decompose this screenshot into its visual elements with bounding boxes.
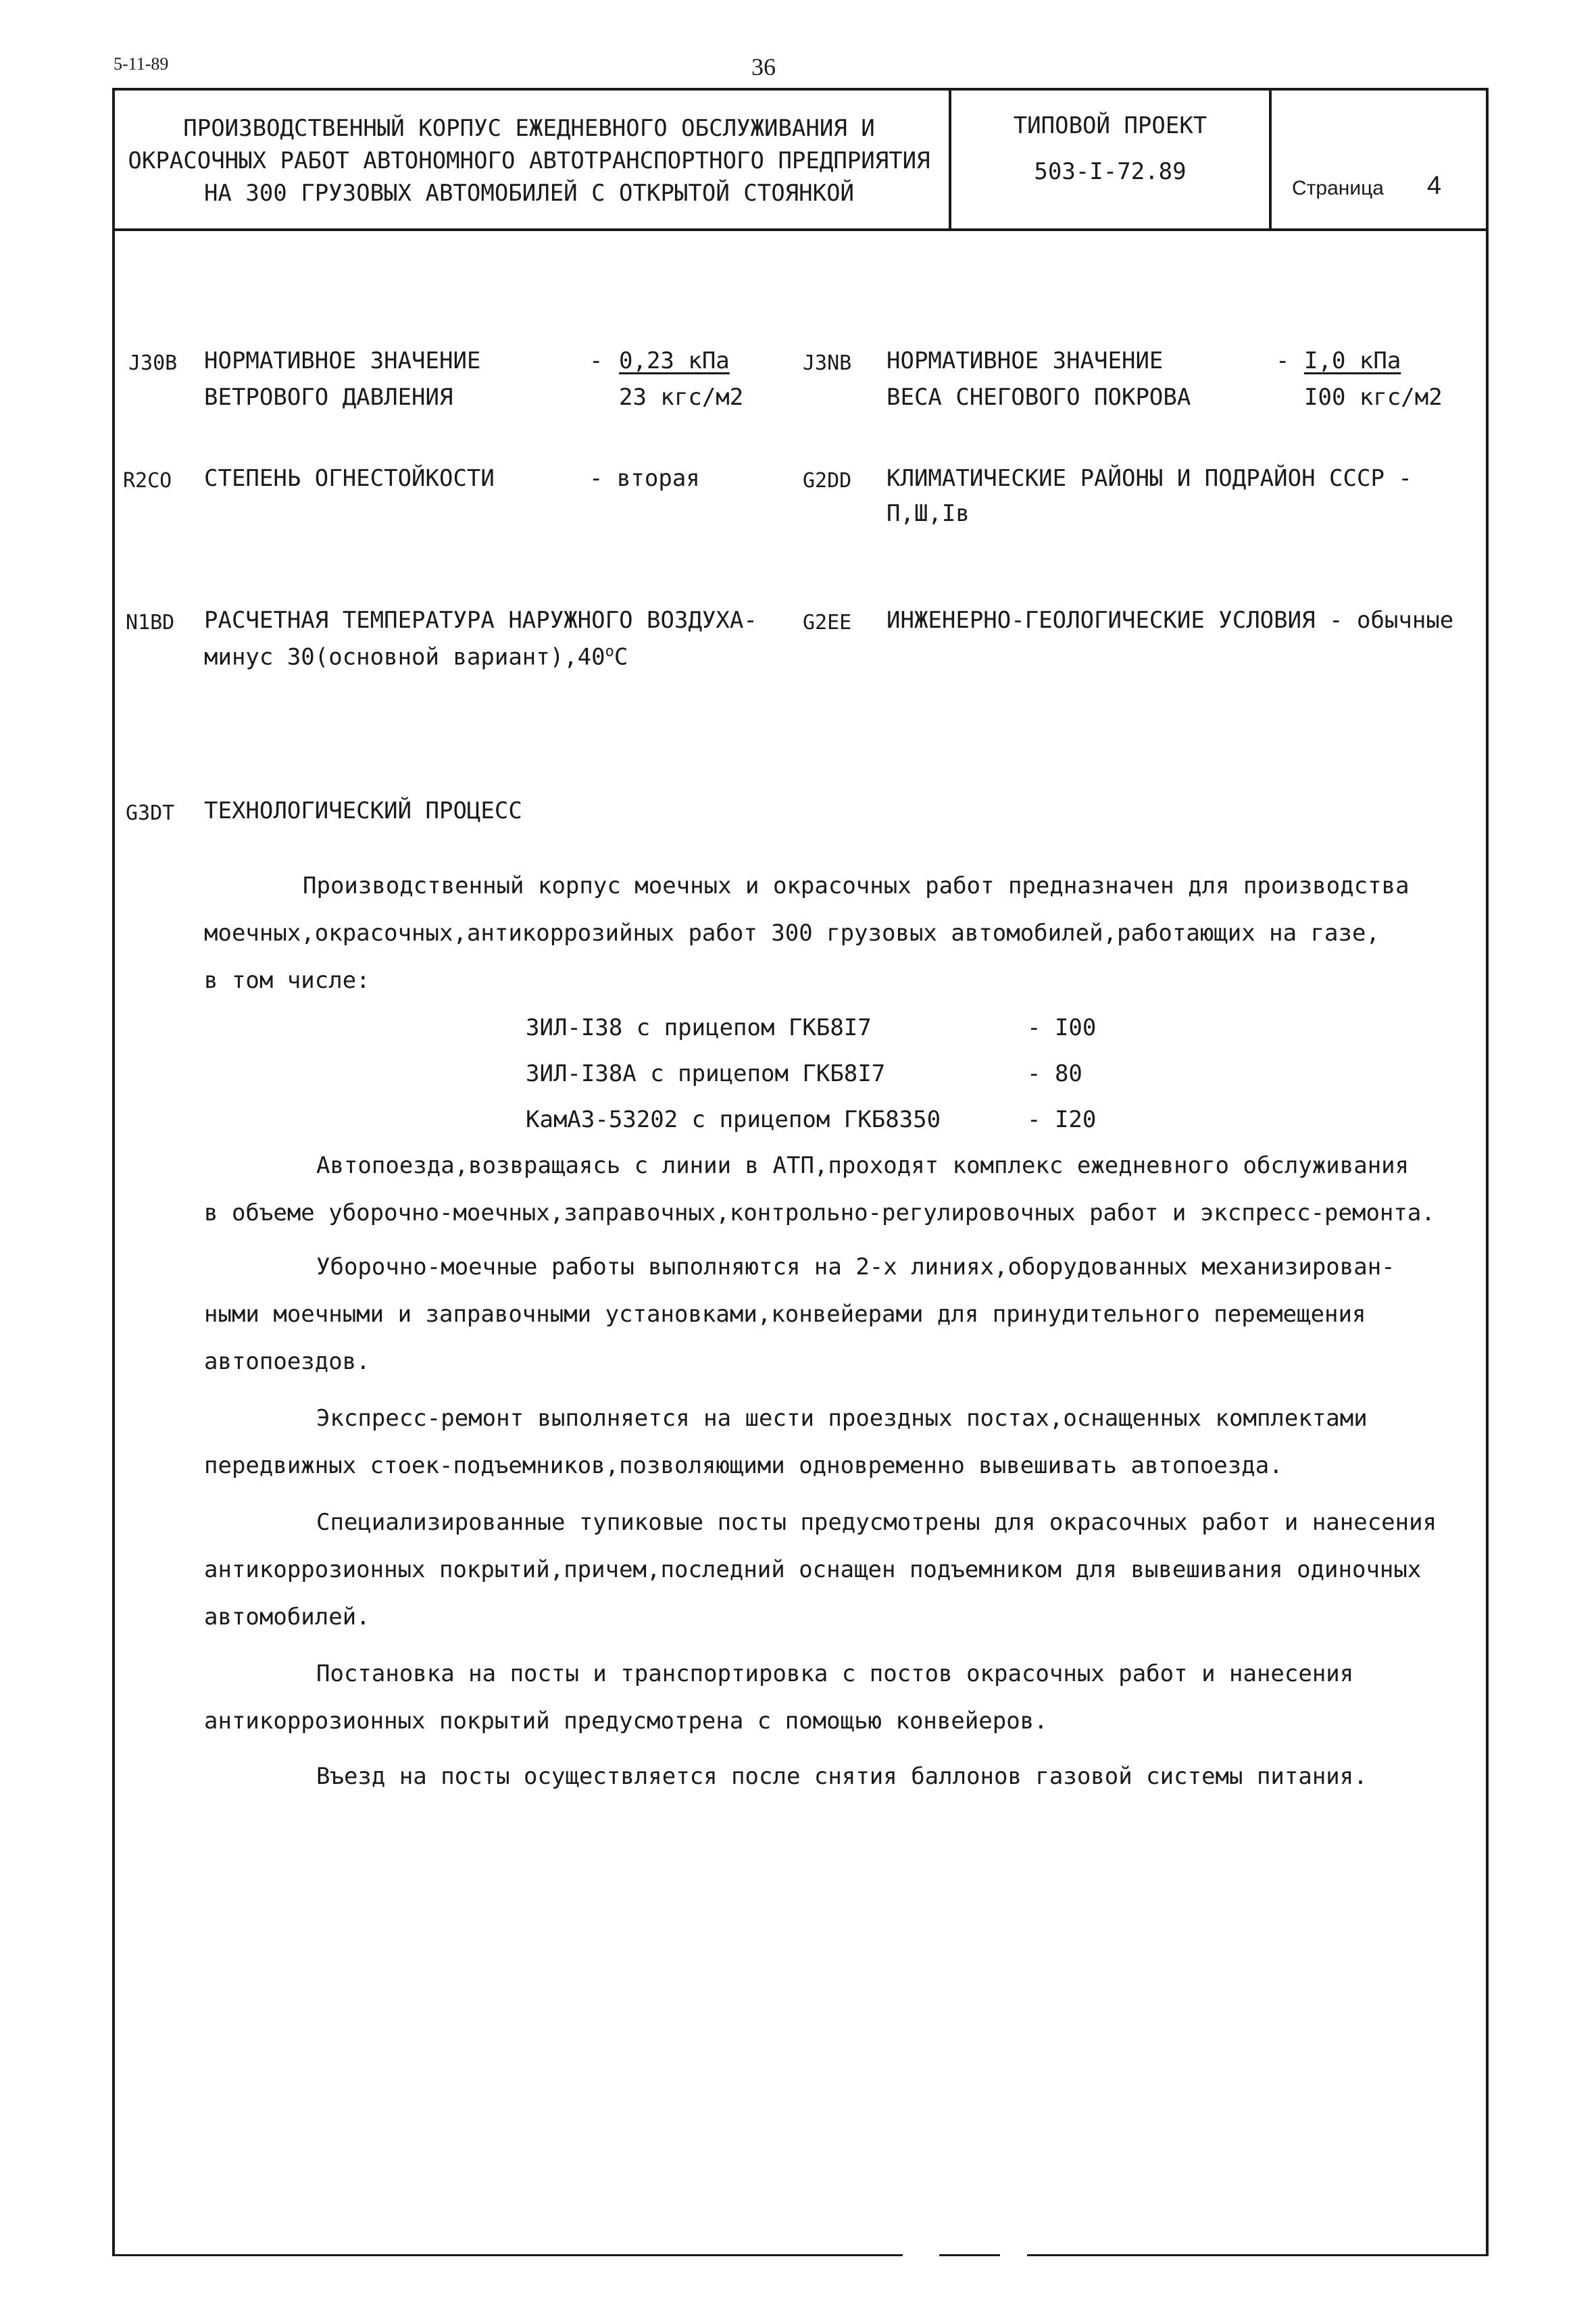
vehicle-name: КамАЗ-53202 с прицепом ГКБ8350 xyxy=(526,1106,941,1133)
snow-value-kpa: I,0 кПа xyxy=(1304,347,1401,374)
page-label: Страница xyxy=(1292,177,1384,199)
wind-label-2: ВЕТРОВОГО ДАВЛЕНИЯ xyxy=(204,384,453,411)
degree-mark: о xyxy=(605,643,614,660)
snow-dash: - xyxy=(1276,347,1290,374)
fire-label: СТЕПЕНЬ ОГНЕСТОЙКОСТИ xyxy=(204,465,495,492)
corner-code: 5-11-89 xyxy=(114,54,169,74)
paragraph-line: в объеме уборочно-моечных,заправочных,контрольно-регулировочных работ и экспресс-ремонта. xyxy=(204,1199,1435,1226)
paragraph-line: Специализированные тупиковые посты предусмотрены для окрасочных работ и нанесения xyxy=(316,1509,1437,1536)
sheet-number: 36 xyxy=(751,53,776,80)
snow-label-1: НОРМАТИВНОЕ ЗНАЧЕНИЕ xyxy=(887,347,1164,374)
wind-dash: - xyxy=(589,347,603,374)
geo-label: ИНЖЕНЕРНО-ГЕОЛОГИЧЕСКИЕ УСЛОВИЯ - обычные xyxy=(887,607,1454,634)
paragraph-line: автомобилей. xyxy=(204,1603,370,1631)
frame-bottom-line xyxy=(939,2254,1000,2256)
fire-value: - вторая xyxy=(589,465,700,492)
page-value: 4 xyxy=(1427,172,1442,200)
temp-unit: С xyxy=(614,643,628,671)
vehicle-count: - I20 xyxy=(1027,1106,1097,1133)
paragraph-line: в том числе: xyxy=(204,967,370,994)
paragraph-line: Экспресс-ремонт выполняется на шести проездных постах,оснащенных комплектами xyxy=(316,1405,1368,1432)
header-column-divider xyxy=(1269,88,1272,230)
frame-bottom-line xyxy=(1027,2254,1489,2256)
header-divider xyxy=(112,228,1489,231)
paragraph-line: Производственный корпус моечных и окрасочных работ предназначен для производства xyxy=(303,872,1410,899)
vehicle-name: ЗИЛ-I38А с прицепом ГКБ8I7 xyxy=(526,1060,886,1087)
vehicle-count: - 80 xyxy=(1027,1060,1082,1087)
paragraph-line: антикоррозионных покрытий предусмотрена с помощью конвейеров. xyxy=(204,1708,1048,1735)
wind-value-kgs: 23 кгс/м2 xyxy=(619,384,744,411)
project-number: 503-I-72.89 xyxy=(1034,158,1187,185)
paragraph-line: Автопоезда,возвращаясь с линии в АТП,проходят комплекс ежедневного обслуживания xyxy=(316,1152,1410,1179)
paragraph-line: Уборочно-моечные работы выполняются на 2-х линиях,оборудованных механизирован- xyxy=(316,1253,1395,1280)
snow-value-kgs: I00 кгс/м2 xyxy=(1304,384,1443,411)
temp-label-2 xyxy=(204,643,628,670)
section-heading: ТЕХНОЛОГИЧЕСКИЙ ПРОЦЕСС xyxy=(204,797,522,824)
climate-label-1: КЛИМАТИЧЕСКИЕ РАЙОНЫ И ПОДРАЙОН СССР - xyxy=(887,465,1412,492)
frame-bottom-line xyxy=(112,2254,903,2256)
wind-value-kpa: 0,23 кПа xyxy=(619,347,730,374)
wind-label-1: НОРМАТИВНОЕ ЗНАЧЕНИЕ xyxy=(204,347,481,374)
vehicle-name: ЗИЛ-I38 с прицепом ГКБ8I7 xyxy=(526,1014,872,1041)
param-code: R2CO xyxy=(123,469,172,493)
temp-value: минус 30(основной вариант),40 xyxy=(204,643,605,671)
param-code: G2DD xyxy=(803,469,852,493)
paragraph-line: моечных,окрасочных,антикоррозийных работ 300 грузовых автомобилей,работающих на газе, xyxy=(204,920,1380,947)
climate-label-2: П,Ш,Iв xyxy=(887,500,970,527)
param-code: G3DT xyxy=(126,801,175,825)
param-code: J3NB xyxy=(803,351,852,375)
title-line: ПРОИЗВОДСТВЕННЫЙ КОРПУС ЕЖЕДНЕВНОГО ОБСЛУЖИВАНИЯ И xyxy=(183,115,875,142)
paragraph-line: передвижных стоек-подъемников,позволяющими одновременно вывешивать автопоезда. xyxy=(204,1452,1283,1479)
title-line: ОКРАСОЧНЫХ РАБОТ АВТОНОМНОГО АВТОТРАНСПОРТНОГО ПРЕДПРИЯТИЯ xyxy=(128,147,930,174)
paragraph-line: автопоездов. xyxy=(204,1348,370,1375)
temp-label-1: РАСЧЕТНАЯ ТЕМПЕРАТУРА НАРУЖНОГО ВОЗДУХА- xyxy=(204,607,757,634)
paragraph-line: Въезд на посты осуществляется после снятия баллонов газовой системы питания. xyxy=(316,1763,1368,1790)
paragraph-line: антикоррозионных покрытий,причем,последний оснащен подъемником для вывешивания одиночных xyxy=(204,1556,1422,1583)
paragraph-line: Постановка на посты и транспортировка с постов окрасочных работ и нанесения xyxy=(316,1660,1354,1687)
param-code: G2EE xyxy=(803,611,852,634)
snow-label-2: ВЕСА СНЕГОВОГО ПОКРОВА xyxy=(887,384,1191,411)
param-code: J30B xyxy=(128,351,178,375)
title-line: НА 300 ГРУЗОВЫХ АВТОМОБИЛЕЙ С ОТКРЫТОЙ СТОЯНКОЙ xyxy=(203,180,855,207)
project-label: ТИПОВОЙ ПРОЕКТ xyxy=(1013,112,1207,139)
paragraph-line: ными моечными и заправочными установками,конвейерами для принудительного перемещения xyxy=(204,1301,1366,1328)
vehicle-count: - I00 xyxy=(1027,1014,1097,1041)
param-code: N1BD xyxy=(126,611,175,634)
